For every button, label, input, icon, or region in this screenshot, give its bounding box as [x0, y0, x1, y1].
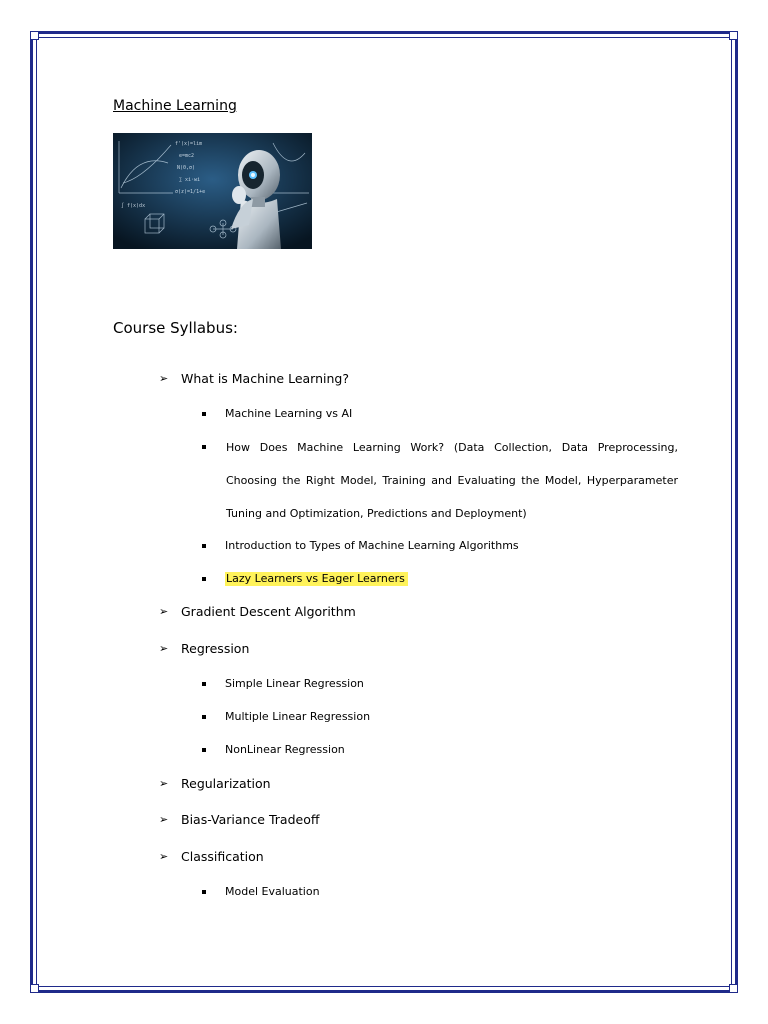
topic-label: Bias-Variance Tradeoff: [181, 812, 320, 827]
syllabus-topic-classification: [159, 849, 264, 864]
syllabus-topic-gradient-descent: [159, 604, 356, 619]
arrow-bullet-icon: ➢: [159, 850, 169, 863]
subtopic-simple-linear-regression: [202, 677, 364, 690]
topic-label: What is Machine Learning?: [181, 371, 349, 386]
border-corner-bottom-left: [30, 984, 39, 993]
subtopic-types-of-algorithms: [202, 539, 519, 552]
course-syllabus-heading: Course Syllabus:: [113, 319, 238, 337]
subtopic-label: Introduction to Types of Machine Learning Algorithms: [225, 539, 519, 552]
subtopic-nonlinear-regression: [202, 743, 345, 756]
svg-text:∑ xi·wi: ∑ xi·wi: [179, 177, 201, 183]
subtopic-label: Machine Learning vs AI: [225, 407, 353, 420]
subtopic-lazy-vs-eager: [202, 572, 408, 586]
topic-label: Classification: [181, 849, 264, 864]
border-corner-top-right: [729, 31, 738, 40]
subtopic-how-ml-works: How Does Machine Learning Work? (Data Collection, Data Preprocessing, Choosing the Right Model, Training and Evaluating the Model, Hyperparameter Tuning and Optimization, Predictions and Deployment): [226, 441, 678, 520]
svg-text:N(0,σ): N(0,σ): [177, 165, 196, 171]
syllabus-topic-bias-variance: [159, 812, 319, 827]
syllabus-topic-what-is-ml: [159, 371, 349, 386]
subtopic-label: Model Evaluation: [225, 885, 320, 898]
arrow-bullet-icon: ➢: [159, 605, 169, 618]
square-bullet-icon: [202, 412, 206, 416]
syllabus-topic-regularization: [159, 776, 271, 791]
svg-text:∫ f(x)dx: ∫ f(x)dx: [121, 203, 146, 209]
border-corner-bottom-right: [729, 984, 738, 993]
square-bullet-icon: [202, 890, 206, 894]
arrow-bullet-icon: ➢: [159, 372, 169, 385]
arrow-bullet-icon: ➢: [159, 777, 169, 790]
robot-thinking-image: [113, 133, 312, 249]
svg-text:e=mc2: e=mc2: [179, 153, 195, 159]
syllabus-topic-regression: [159, 641, 249, 656]
subtopic-label: Simple Linear Regression: [225, 677, 364, 690]
highlighted-subtopic-label: Lazy Learners vs Eager Learners: [225, 572, 408, 586]
square-bullet-icon: [202, 445, 206, 449]
arrow-bullet-icon: ➢: [159, 813, 169, 826]
subtopic-model-evaluation: [202, 885, 320, 898]
subtopic-label: Multiple Linear Regression: [225, 710, 371, 723]
topic-label: Regularization: [181, 776, 271, 791]
subtopic-multiple-linear-regression: [202, 710, 370, 723]
subtopic-how-ml-works-bullet: [202, 440, 225, 449]
svg-text:f'(x)=lim: f'(x)=lim: [175, 141, 203, 147]
subtopic-label: NonLinear Regression: [225, 743, 345, 756]
page-title: Machine Learning: [113, 98, 237, 114]
topic-label: Regression: [181, 641, 250, 656]
subtopic-ml-vs-ai: [202, 407, 352, 420]
square-bullet-icon: [202, 715, 206, 719]
square-bullet-icon: [202, 544, 206, 548]
svg-text:σ(z)=1/1+e: σ(z)=1/1+e: [175, 189, 206, 195]
square-bullet-icon: [202, 748, 206, 752]
border-corner-top-left: [30, 31, 39, 40]
topic-label: Gradient Descent Algorithm: [181, 604, 356, 619]
arrow-bullet-icon: ➢: [159, 642, 169, 655]
square-bullet-icon: [202, 577, 206, 581]
square-bullet-icon: [202, 682, 206, 686]
